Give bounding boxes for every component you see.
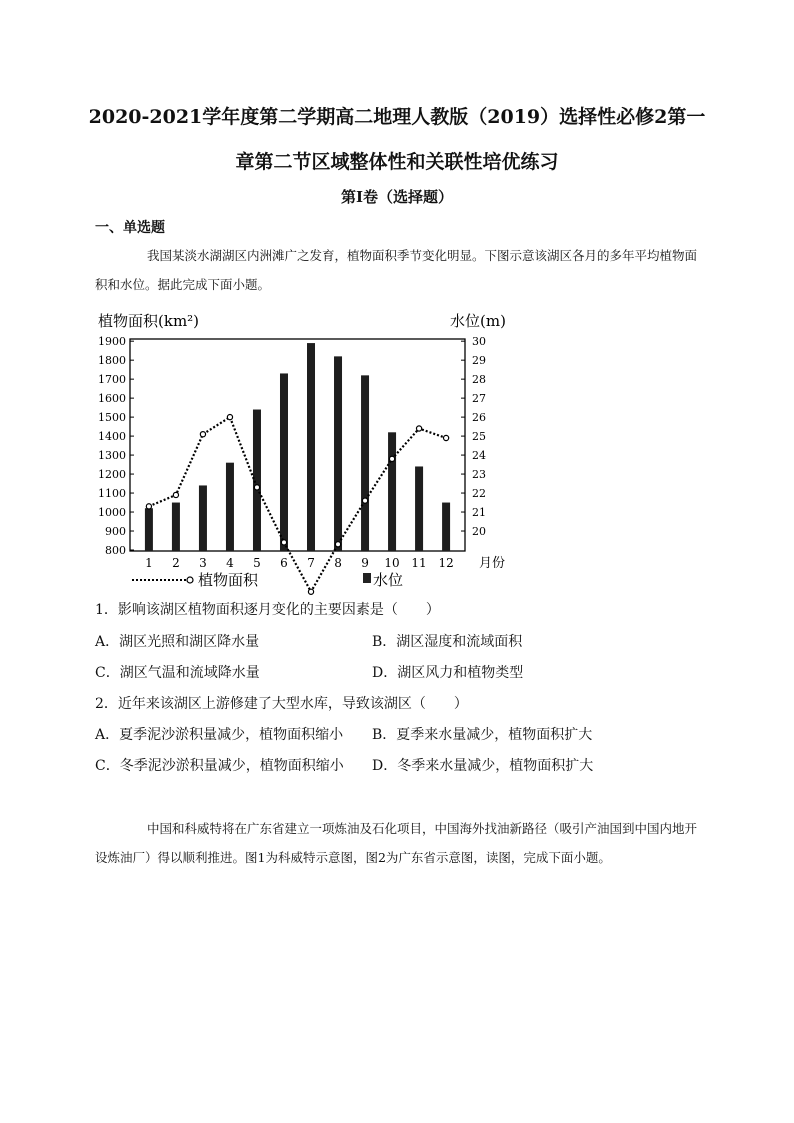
right-tick-label: 30 <box>472 335 486 349</box>
left-tick-label: 800 <box>105 544 126 557</box>
right-tick-label: 21 <box>472 506 486 520</box>
legend-line-marker <box>187 577 193 583</box>
legend-bar-swatch <box>363 573 371 583</box>
doc-title-line2: 章第二节区域整体性和关联性培优练习 <box>235 151 559 173</box>
intro-paragraph-1: 我国某淡水湖湖区内洲滩广之发育，植物面积季节变化明显。下图示意该湖区各月的多年平均植物面积和水位。据此完成下面小题。 <box>95 248 698 292</box>
water-level-bar <box>145 508 153 551</box>
water-level-bar <box>199 485 207 551</box>
x-tick-label: 8 <box>334 556 342 570</box>
vegetation-area-point <box>146 504 151 509</box>
q1-option-b[interactable]: B．湖区湿度和流域面积 <box>372 634 523 650</box>
left-tick-label: 1300 <box>98 449 126 463</box>
volume-heading: 第I卷（选择题） <box>340 188 454 206</box>
vegetation-area-point <box>200 432 205 437</box>
left-tick-label: 1100 <box>98 487 126 501</box>
x-tick-label: 10 <box>384 556 400 570</box>
vegetation-area-point <box>227 415 232 420</box>
right-axis-label: 水位(m) <box>450 312 506 330</box>
right-tick-label: 27 <box>472 392 486 406</box>
water-level-bar <box>415 466 423 551</box>
vegetation-area-point <box>389 456 394 461</box>
right-tick-label: 22 <box>472 487 486 501</box>
left-tick-label: 1400 <box>98 430 126 444</box>
water-level-bar <box>280 373 288 551</box>
x-tick-label: 4 <box>226 556 234 570</box>
question-2-stem: 2．近年来该湖区上游修建了大型水库，导致该湖区（ ） <box>95 696 468 712</box>
vegetation-area-point <box>362 498 367 503</box>
right-tick-label: 25 <box>472 430 486 444</box>
plot-frame <box>130 339 465 551</box>
right-tick-label: 26 <box>472 411 486 425</box>
x-tick-label: 1 <box>145 556 153 570</box>
vegetation-area-point <box>173 492 178 497</box>
legend-line-label: 植物面积 <box>198 571 259 589</box>
water-level-bar <box>172 503 180 551</box>
left-tick-label: 1700 <box>98 373 126 387</box>
water-level-bar <box>442 503 450 551</box>
right-tick-label: 23 <box>472 468 486 482</box>
x-tick-label: 9 <box>361 556 369 570</box>
left-tick-label: 1800 <box>98 354 126 368</box>
intro-paragraph-2: 中国和科威特将在广东省建立一项炼油及石化项目，中国海外找油新路径（吸引产油国到中国内地开设炼油厂）得以顺利推进。图1为科威特示意图，图2为广东省示意图，读图，完成下面小题。 <box>95 821 698 865</box>
right-tick-label: 29 <box>472 354 486 368</box>
section-heading: 一、单选题 <box>95 220 165 236</box>
vegetation-area-point <box>416 426 421 431</box>
chart <box>90 305 530 595</box>
q1-option-d[interactable]: D．湖区风力和植物类型 <box>372 665 524 681</box>
vegetation-area-point <box>443 435 448 440</box>
right-tick-label: 20 <box>472 525 486 539</box>
vegetation-area-point <box>335 542 340 547</box>
vegetation-area-line <box>149 417 446 592</box>
left-tick-label: 1900 <box>98 335 126 349</box>
x-tick-label: 7 <box>307 556 315 570</box>
vegetation-area-point <box>254 485 259 490</box>
x-tick-label: 2 <box>172 556 180 570</box>
vegetation-area-point <box>281 540 286 545</box>
left-tick-label: 900 <box>105 525 126 539</box>
water-level-bar <box>388 432 396 551</box>
x-tick-label: 12 <box>438 556 454 570</box>
q2-option-b[interactable]: B．夏季来水量减少，植物面积扩大 <box>372 727 593 743</box>
x-axis-unit: 月份 <box>479 556 506 571</box>
right-tick-label: 28 <box>472 373 486 387</box>
water-level-bar <box>361 375 369 551</box>
vegetation-area-point <box>308 589 313 594</box>
water-level-bar <box>253 410 261 551</box>
x-tick-label: 6 <box>280 556 288 570</box>
q2-option-d[interactable]: D．冬季来水量减少，植物面积扩大 <box>372 758 594 774</box>
left-tick-label: 1500 <box>98 411 126 425</box>
x-tick-label: 5 <box>253 556 261 570</box>
legend <box>132 571 403 589</box>
left-tick-label: 1200 <box>98 468 126 482</box>
x-tick-label: 11 <box>411 556 427 570</box>
right-tick-label: 24 <box>472 449 486 463</box>
water-level-bar <box>334 356 342 551</box>
q1-option-a[interactable]: A．湖区光照和湖区降水量 <box>95 634 260 650</box>
question-1-stem: 1．影响该湖区植物面积逐月变化的主要因素是（ ） <box>95 602 440 618</box>
water-level-bar <box>307 343 315 551</box>
q2-option-c[interactable]: C．冬季泥沙淤积量减少，植物面积缩小 <box>95 758 344 774</box>
x-tick-label: 3 <box>199 556 207 570</box>
doc-title-line1: 2020-2021学年度第二学期高二地理人教版（2019）选择性必修2第一 <box>88 106 706 128</box>
water-level-bar <box>226 463 234 551</box>
q1-option-c[interactable]: C．湖区气温和流域降水量 <box>95 665 260 681</box>
left-tick-label: 1000 <box>98 506 126 520</box>
legend-bar-label: 水位 <box>373 571 404 589</box>
q2-option-a[interactable]: A．夏季泥沙淤积量减少，植物面积缩小 <box>95 727 344 743</box>
left-tick-label: 1600 <box>98 392 126 406</box>
left-axis-label: 植物面积(km²) <box>98 312 200 330</box>
